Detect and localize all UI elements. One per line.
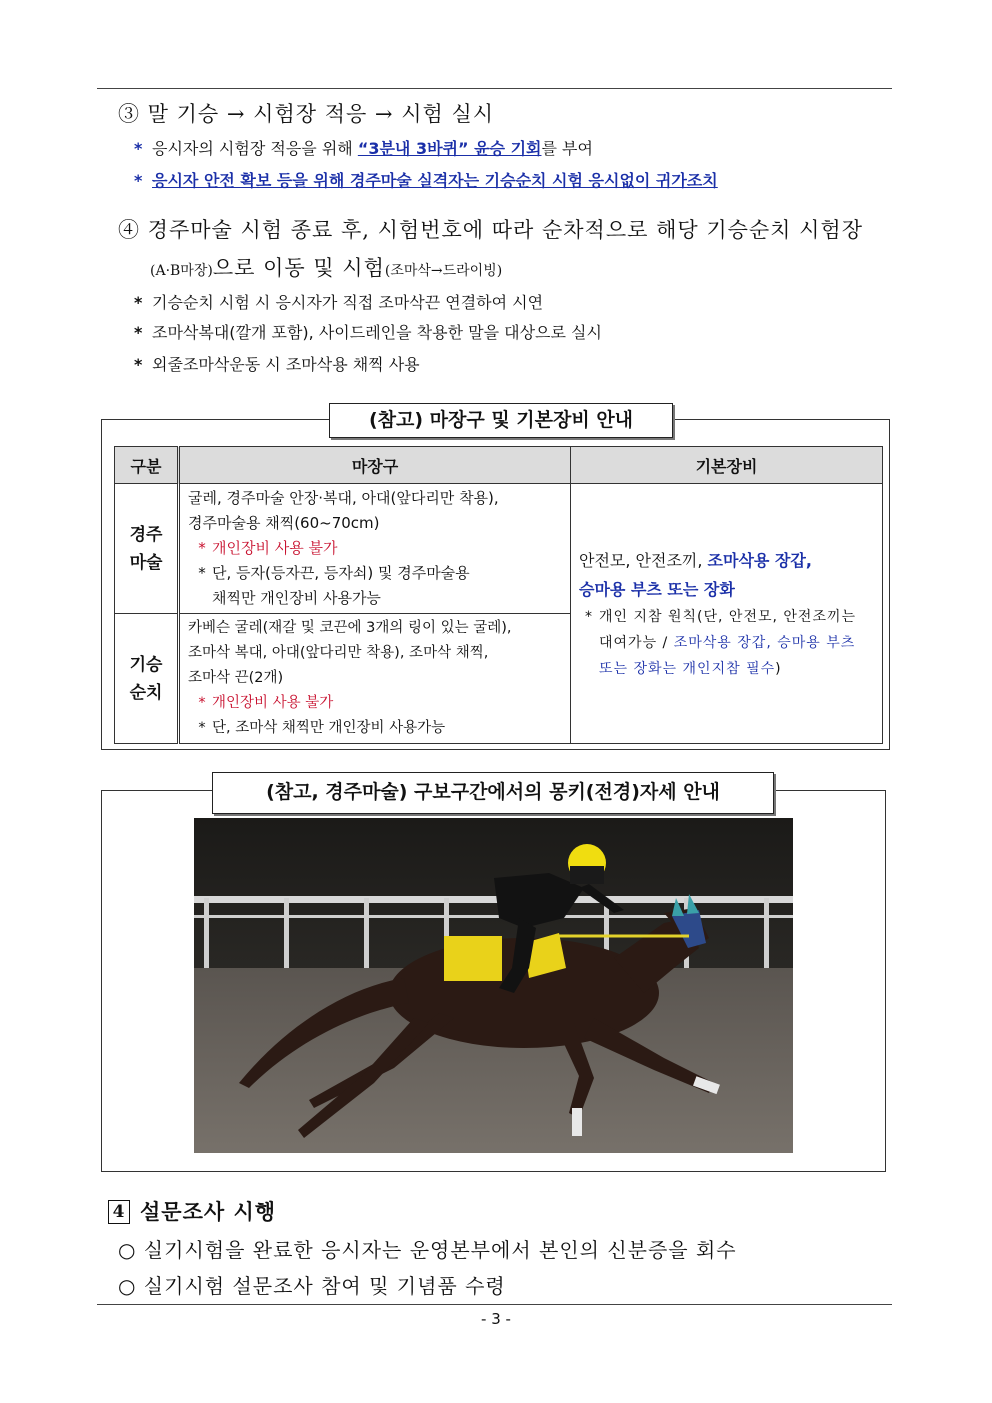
top-rule [97, 88, 892, 89]
section4-heading: 4 설문조사 시행 [108, 1196, 276, 1226]
category-lunge: 기승 순치 [115, 614, 179, 744]
horse-photo [194, 818, 793, 1153]
header-tack: 마장구 [179, 447, 571, 484]
header-category: 구분 [115, 447, 179, 484]
step4-title: ④ 경주마술 시험 종료 후, 시험번호에 따라 순차적으로 해당 기승순치 시험장 [118, 218, 864, 242]
step4-note-1: * 기승순치 시험 시 응시자가 직접 조마삭끈 연결하여 시연 [134, 293, 544, 312]
section4-item-1: ○ 실기시험을 완료한 응시자는 운영본부에서 본인의 신분증을 회수 [118, 1238, 737, 1262]
equipment-box-caption: (참고) 마장구 및 기본장비 안내 [329, 403, 673, 438]
header-basic: 기본장비 [571, 447, 883, 484]
racehorse-jockey-image [194, 818, 793, 1153]
equipment-table [114, 446, 883, 744]
step4-note-3: * 외줄조마삭운동 시 조마삭용 채찍 사용 [134, 355, 420, 374]
tack-race: 굴레, 경주마술 안장·복대, 아대(앞다리만 착용), 경주마술용 채찍(60~70cm) * 개인장비 사용 불가 * 단, 등자(등자끈, 등자쇠) 및 경주마술용 채찍만 개인장비 사용가능 [179, 484, 571, 614]
step3-note-2: * 응시자 안전 확보 등을 위해 경주마술 실격자는 기승순치 시험 응시없이 귀가조치 [134, 171, 718, 190]
page-number: - 3 - [481, 1310, 511, 1328]
table-header-row [115, 447, 883, 484]
bottom-rule [97, 1304, 892, 1305]
tack-lunge: 카베슨 굴레(재갈 및 코끈에 3개의 링이 있는 굴레), 조마삭 복대, 아대(앞다리만 착용), 조마삭 채찍, 조마삭 끈(2개) * 개인장비 사용 불가 * 단, 조마삭 채찍만 개인장비 사용가능 [179, 614, 571, 744]
step4-title-line2: (A·B마장)으로 이동 및 시험(조마삭→드라이빙) [150, 256, 503, 280]
step3-title: ③ 말 기승 → 시험장 적응 → 시험 실시 [118, 102, 495, 126]
basic-equipment: 안전모, 안전조끼, 조마삭용 장갑, 승마용 부츠 또는 장화 * 개인 지참 원칙(단, 안전모, 안전조끼는 대여가능 / 조마삭용 장갑, 승마용 부츠 또는 장화는 개인지참 필수) [571, 484, 883, 744]
section-number-box: 4 [108, 1200, 130, 1224]
section4-item-2: ○ 실기시험 설문조사 참여 및 기념품 수령 [118, 1274, 506, 1298]
table-row [115, 484, 883, 614]
step3-note-1: * 응시자의 시험장 적응을 위해 “3분내 3바퀴” 윤승 기회를 부여 [134, 139, 593, 158]
posture-box-caption: (참고, 경주마술) 구보구간에서의 몽키(전경)자세 안내 [212, 772, 774, 814]
step4-note-2: * 조마삭복대(깔개 포함), 사이드레인을 착용한 말을 대상으로 실시 [134, 323, 602, 342]
category-race: 경주 마술 [115, 484, 179, 614]
